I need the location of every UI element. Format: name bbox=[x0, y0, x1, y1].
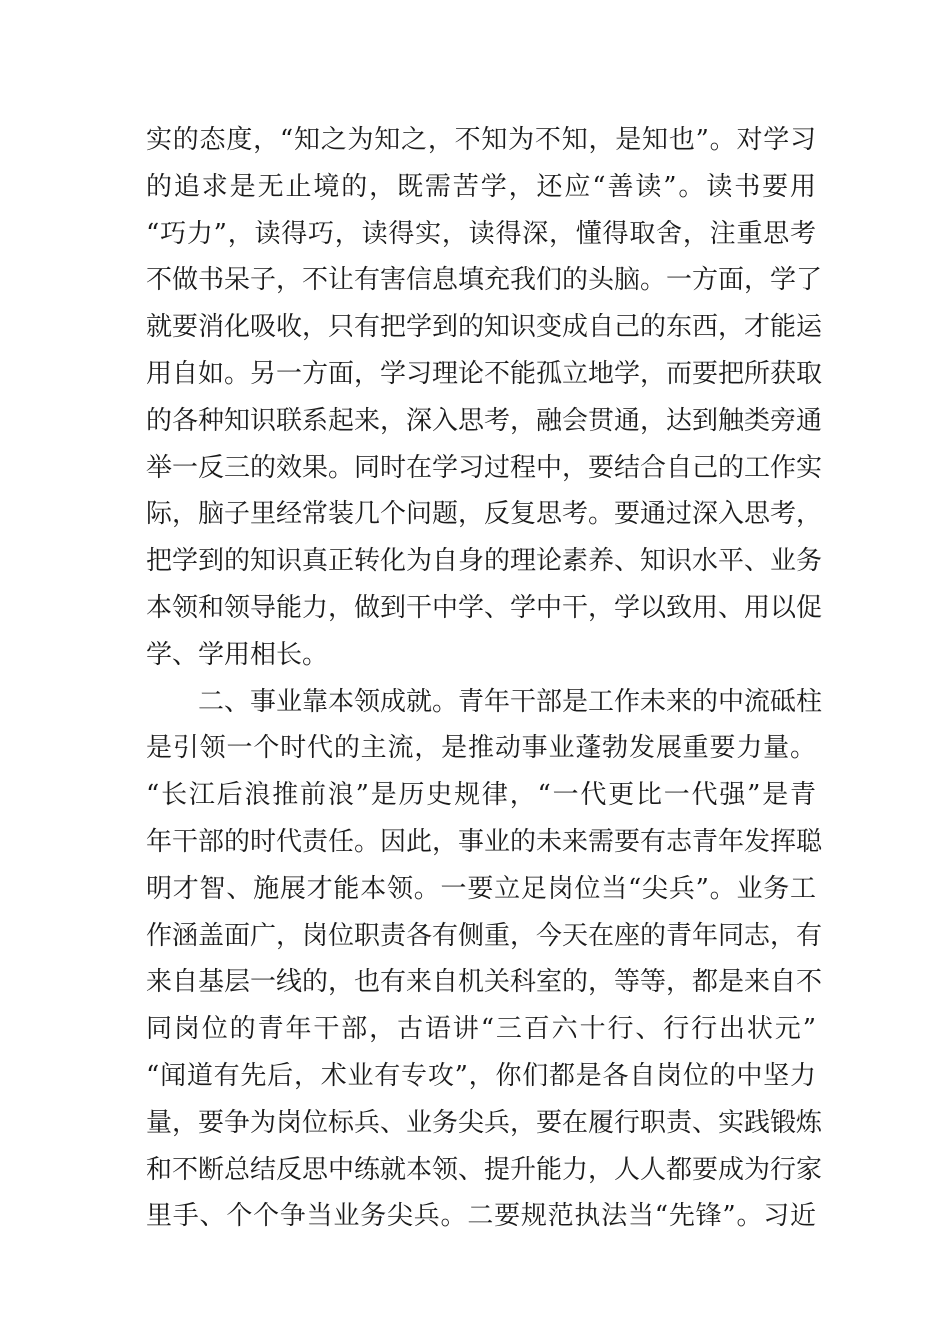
text-line: 年干部的时代责任。因此，事业的未来需要有志青年发挥聪 bbox=[146, 826, 823, 857]
text-line: 明才智、施展才能本领。一要立足岗位当“尖兵”。业务工 bbox=[146, 873, 816, 904]
text-line: 和不断总结反思中练就本领、提升能力，人人都要成为行家 bbox=[146, 1154, 823, 1185]
text-line: 同岗位的青年干部，古语讲“三百六十行、行行出状元” bbox=[146, 1014, 816, 1045]
text-line: “长江后浪推前浪”是历史规律，“一代更比一代强”是青 bbox=[146, 780, 816, 811]
text-line: 的追求是无止境的，既需苦学，还应“善读”。读书要用 bbox=[146, 171, 816, 202]
text-line: 举一反三的效果。同时在学习过程中，要结合自己的工作实 bbox=[146, 452, 823, 483]
text-line: 是引领一个时代的主流，是推动事业蓬勃发展重要力量。 bbox=[146, 733, 816, 764]
document-body bbox=[146, 117, 823, 1240]
text-line: 就要消化吸收，只有把学到的知识变成自己的东西，才能运 bbox=[146, 312, 823, 343]
section-heading-line: 二、事业靠本领成就。青年干部是工作未来的中流砥柱 bbox=[198, 686, 823, 717]
text-line: 量，要争为岗位标兵、业务尖兵，要在履行职责、实践锻炼 bbox=[146, 1107, 823, 1138]
text-line: 作涵盖面广，岗位职责各有侧重，今天在座的青年同志，有 bbox=[146, 920, 823, 951]
text-line: 学、学用相长。 bbox=[146, 639, 329, 670]
text-line: 本领和领导能力，做到干中学、学中干，学以致用、用以促 bbox=[146, 592, 823, 623]
text-line: “闻道有先后，术业有专攻”，你们都是各自岗位的中坚力 bbox=[146, 1060, 816, 1091]
text-line: “巧力”，读得巧，读得实，读得深，懂得取舍，注重思考 bbox=[146, 218, 816, 249]
text-line: 把学到的知识真正转化为自身的理论素养、知识水平、业务 bbox=[146, 546, 823, 577]
text-line: 不做书呆子，不让有害信息填充我们的头脑。一方面，学了 bbox=[146, 265, 823, 296]
text-line: 的各种知识联系起来，深入思考，融会贯通，达到触类旁通 bbox=[146, 405, 823, 436]
text-line: 际，脑子里经常装几个问题，反复思考。要通过深入思考， bbox=[146, 499, 823, 530]
text-line: 来自基层一线的，也有来自机关科室的，等等，都是来自不 bbox=[146, 967, 823, 998]
text-line: 用自如。另一方面，学习理论不能孤立地学，而要把所获取 bbox=[146, 358, 823, 389]
text-line: 实的态度，“知之为知之，不知为不知，是知也”。对学习 bbox=[146, 125, 816, 155]
text-line: 里手、个个争当业务尖兵。二要规范执法当“先锋”。习近 bbox=[146, 1201, 816, 1232]
